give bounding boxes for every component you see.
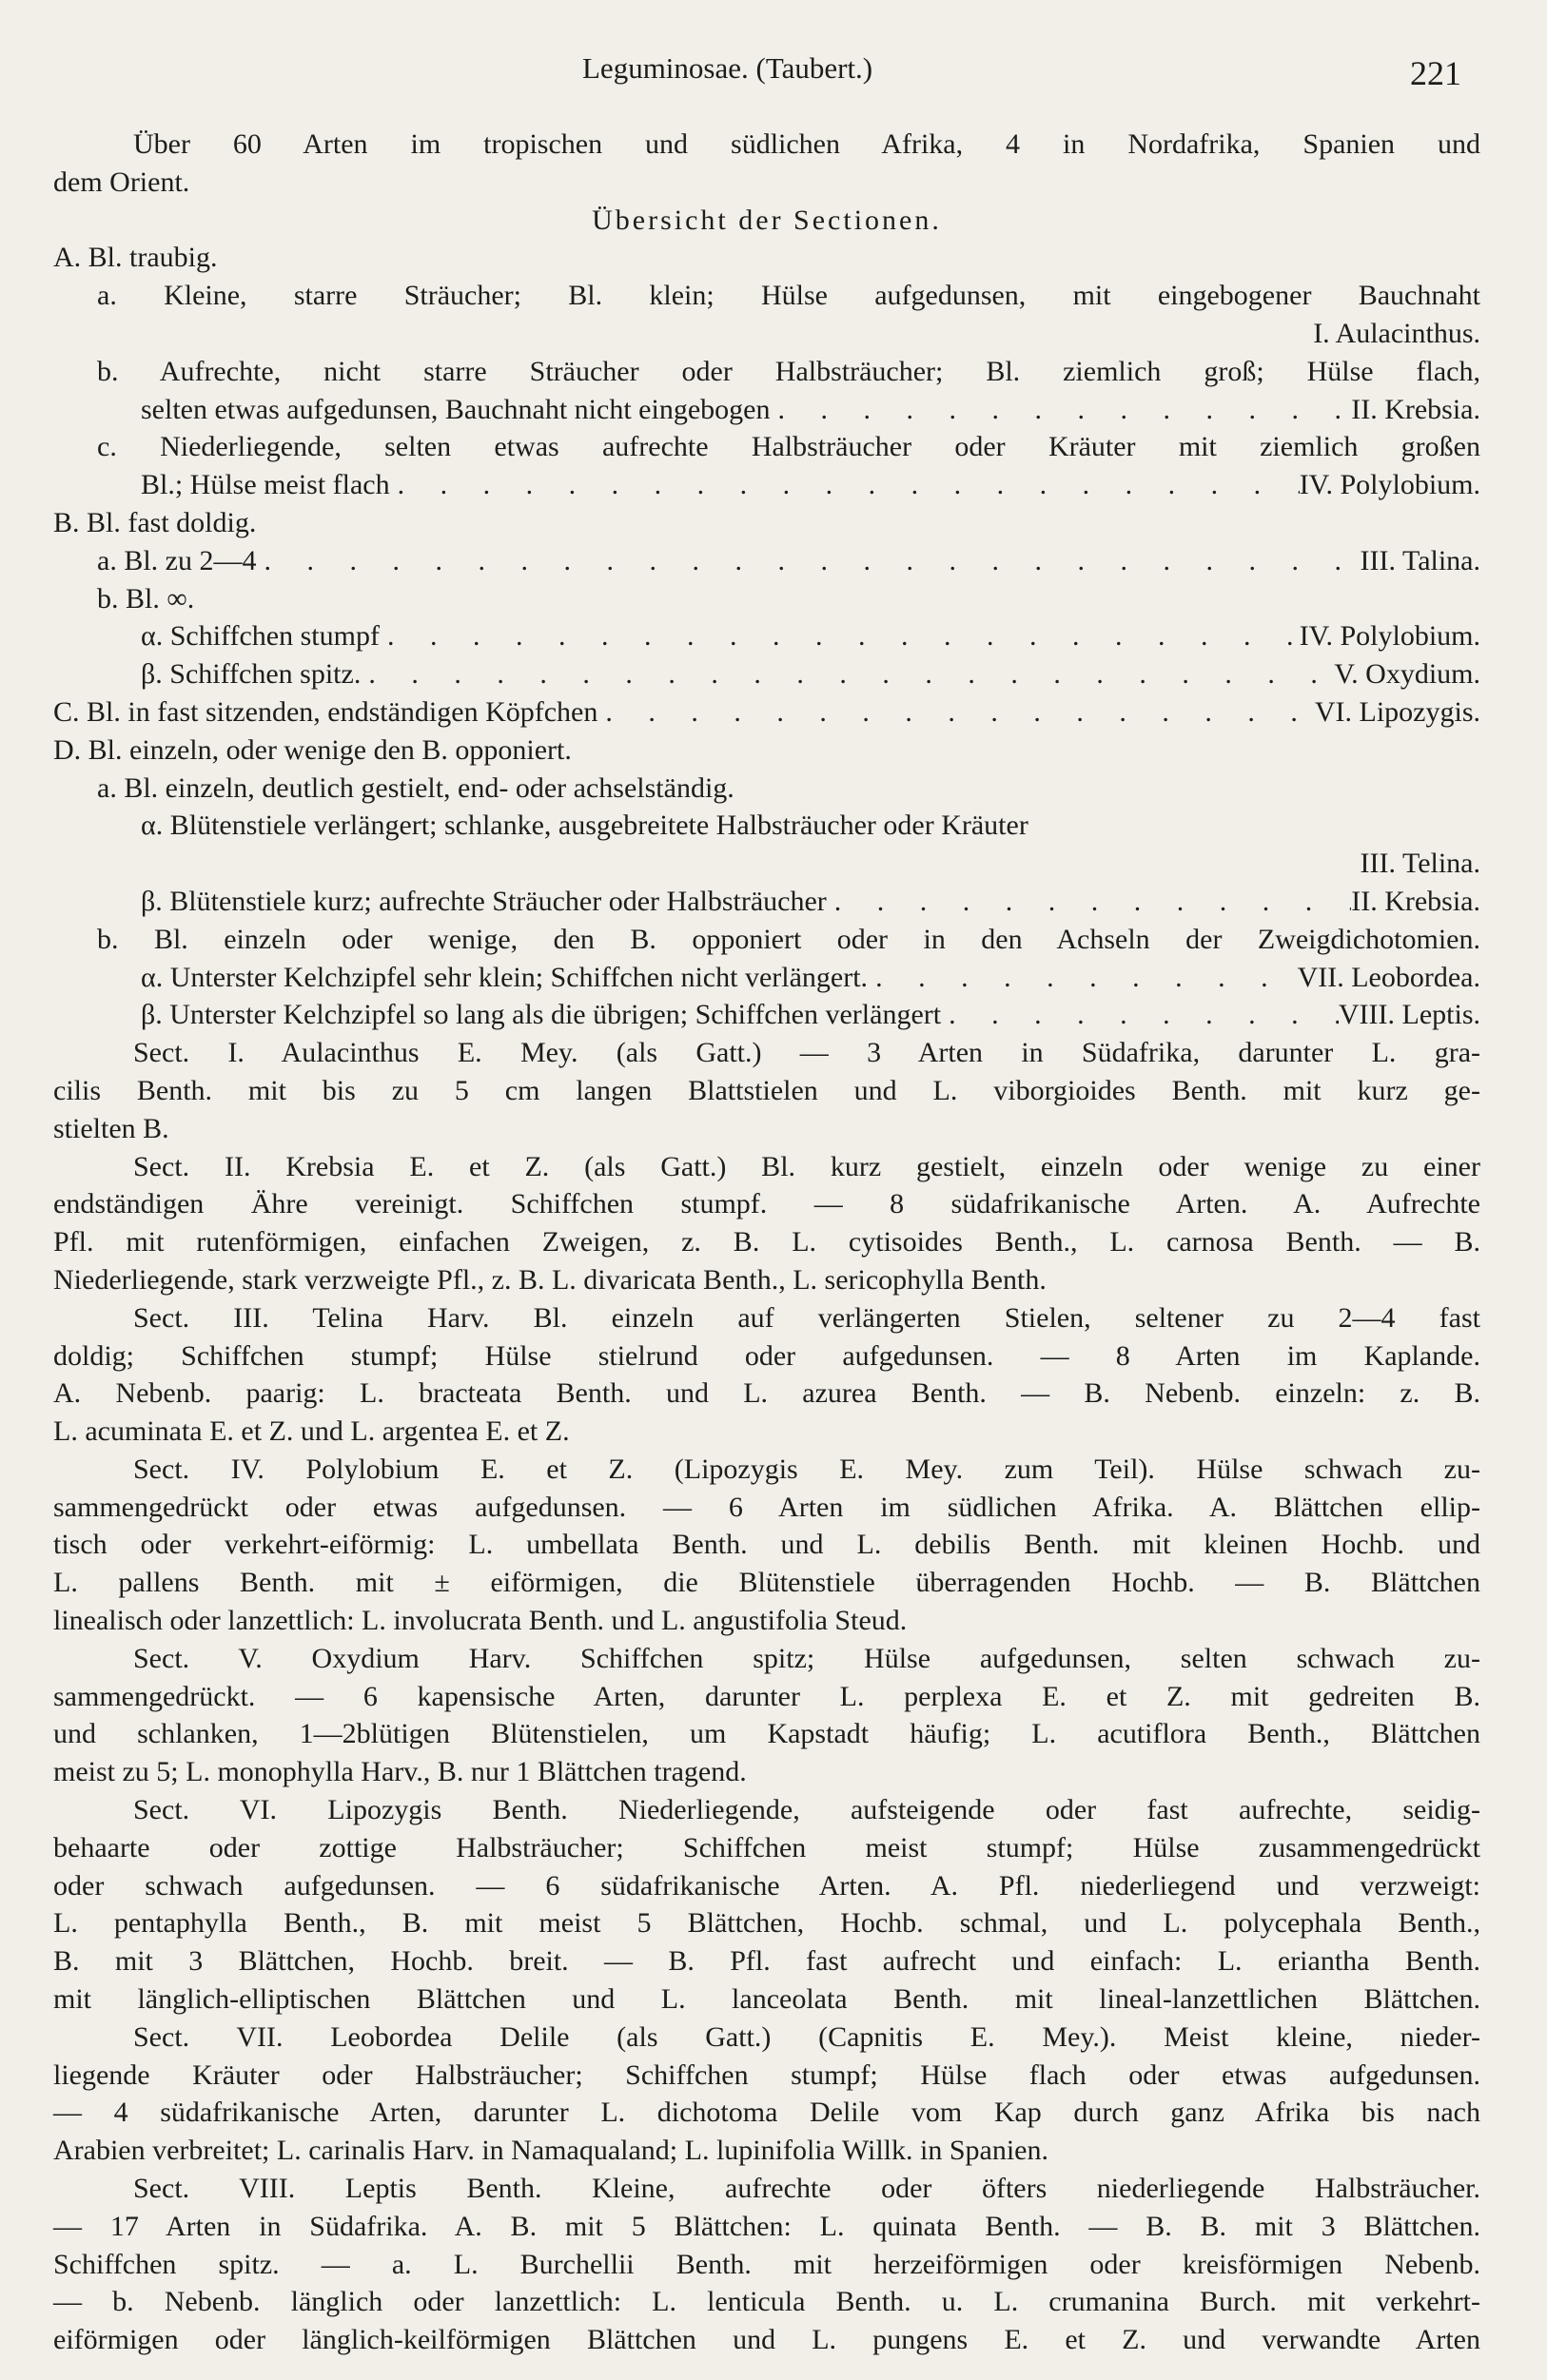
dot-leader <box>361 655 1334 693</box>
text-line: Sect. II. Krebsia E. et Z. (als Gatt.) Bl. kurz gestielt, einzeln oder wenige zu einer <box>133 1150 1480 1182</box>
dot-leader <box>390 466 1300 504</box>
key-text: β. Schiffchen spitz. <box>141 658 362 691</box>
text-line: Pfl. mit rutenförmigen, einfachen Zweigen, z. B. L. cytisoides Benth., L. carnosa Benth. — B. <box>53 1226 1480 1258</box>
key-text: β. Blütenstiele kurz; aufrechte Sträucher oder Halbsträucher <box>141 885 827 917</box>
key-target: VI. Lipozygis. <box>1314 695 1480 728</box>
text-line: endständigen Ähre vereinigt. Schiffchen stumpf. — 8 südafrikanische Arten. A. Aufrechte <box>53 1188 1480 1220</box>
key-target: III. Talina. <box>1360 544 1480 576</box>
text-line: c. Niederliegende, selten etwas aufrechte Halbsträucher oder Kräuter mit ziemlich großen <box>97 431 1480 463</box>
text-line: Über 60 Arten im tropischen und südlichen Afrika, 4 in Nordafrika, Spanien und <box>133 128 1480 160</box>
text-line: Sect. I. Aulacinthus E. Mey. (als Gatt.) — 3 Arten in Südafrika, darunter L. gra- <box>133 1037 1480 1069</box>
text-line: a. Bl. einzeln, deutlich gestielt, end- oder achselständig. <box>97 771 734 804</box>
dot-leader <box>827 883 1351 921</box>
text-line: b. Bl. ∞. <box>97 582 195 615</box>
dot-leader <box>256 542 1360 580</box>
key-text: α. Unterster Kelchzipfel sehr klein; Schiffchen nicht verlängert. <box>141 961 869 993</box>
text-line <box>53 617 1480 655</box>
text-line: und schlanken, 1—2blütigen Blütenstielen, um Kapstadt häufig; L. acutiflora Benth., Blättchen <box>53 1718 1480 1750</box>
text-line: liegende Kräuter oder Halbsträucher; Schiffchen stumpf; Hülse flach oder etwas aufgedunsen. <box>53 2058 1480 2091</box>
text-line <box>53 693 1480 732</box>
text-line: — 17 Arten in Südafrika. A. B. mit 5 Blättchen: L. quinata Benth. — B. B. mit 3 Blättchen. <box>53 2210 1480 2242</box>
text-line: sammengedrückt. — 6 kapensische Arten, darunter L. perplexa E. et Z. mit gedreiten B. <box>53 1680 1480 1712</box>
key-target: II. Krebsia. <box>1351 393 1480 425</box>
text-line: Übersicht der Sectionen. <box>592 204 942 236</box>
text-line: — 4 südafrikanische Arten, darunter L. dichotoma Delile vom Kap durch ganz Afrika bis nach <box>53 2097 1480 2129</box>
key-text: β. Unterster Kelchzipfel so lang als die übrigen; Schiffchen verlängert <box>141 999 942 1031</box>
dot-leader <box>770 391 1351 429</box>
dot-leader <box>380 617 1300 655</box>
text-line: Arabien verbreitet; L. carinalis Harv. in Namaqualand; L. lupinifolia Willk. in Spanien. <box>53 2135 1048 2167</box>
text-line: doldig; Schiffchen stumpf; Hülse stielrund oder aufgedunsen. — 8 Arten im Kaplande. <box>53 1339 1480 1372</box>
text-line: B. Bl. fast doldig. <box>53 506 257 538</box>
text-line <box>53 542 1480 580</box>
text-line: behaarte oder zottige Halbsträucher; Schiffchen meist stumpf; Hülse zusammengedrückt <box>53 1831 1480 1863</box>
text-line <box>53 391 1480 429</box>
text-line: III. Telina. <box>1360 848 1480 880</box>
text-line: Sect. VIII. Leptis Benth. Kleine, aufrechte oder öfters niederliegende Halbsträucher. <box>133 2173 1480 2205</box>
text-line: L. acuminata E. et Z. und L. argentea E. et Z. <box>53 1415 570 1448</box>
dot-leader <box>941 996 1339 1034</box>
text-line <box>53 466 1480 504</box>
text-line: b. Aufrechte, nicht starre Sträucher oder Halbsträucher; Bl. ziemlich groß; Hülse flach, <box>97 355 1480 387</box>
text-line: sammengedrückt oder etwas aufgedunsen. — 6 Arten im südlichen Afrika. A. Blättchen ellip- <box>53 1491 1480 1523</box>
text-line: Sect. III. Telina Harv. Bl. einzeln auf verlängerten Stielen, seltener zu 2—4 fast <box>133 1301 1480 1334</box>
text-line: A. Bl. traubig. <box>53 242 218 274</box>
dot-leader <box>597 693 1314 732</box>
key-text: a. Bl. zu 2—4 <box>97 544 257 576</box>
text-line <box>53 883 1480 921</box>
key-text: selten etwas aufgedunsen, Bauchnaht nicht eingebogen <box>141 393 771 425</box>
running-title: Leguminosae. (Taubert.) <box>582 51 873 85</box>
text-line: L. pentaphylla Benth., B. mit meist 5 Blättchen, Hochb. schmal, und L. polycephala Benth., <box>53 1907 1480 1940</box>
dot-leader <box>868 959 1298 997</box>
text-line: stielten B. <box>53 1112 169 1144</box>
text-line: tisch oder verkehrt-eiförmig: L. umbellata Benth. und L. debilis Benth. mit kleinen Hochb. und <box>53 1529 1480 1561</box>
key-target: VII. Leobordea. <box>1297 961 1480 993</box>
text-line <box>53 959 1480 997</box>
text-line: Niederliegende, stark verzweigte Pfl., z. B. L. divaricata Benth., L. sericophylla Benth. <box>53 1263 1047 1296</box>
text-line: B. mit 3 Blättchen, Hochb. breit. — B. Pfl. fast aufrecht und einfach: L. eriantha Benth. <box>53 1945 1480 1978</box>
text-line: Sect. V. Oxydium Harv. Schiffchen spitz; Hülse aufgedunsen, selten schwach zu- <box>133 1642 1480 1674</box>
text-line: L. pallens Benth. mit ± eiförmigen, die Blütenstiele überragenden Hochb. — B. Blättchen <box>53 1567 1480 1599</box>
text-line: mit länglich-elliptischen Blättchen und L. lanceolata Benth. mit lineal-lanzettlichen Blättchen. <box>53 1983 1480 2016</box>
text-line <box>53 655 1480 693</box>
text-line: oder schwach aufgedunsen. — 6 südafrikanische Arten. A. Pfl. niederliegend und verzweigt: <box>53 1869 1480 1902</box>
text-line: I. Aulacinthus. <box>1313 317 1480 349</box>
key-target: IV. Polylobium. <box>1299 620 1480 653</box>
text-line: linealisch oder lanzettlich: L. involucrata Benth. und L. angustifolia Steud. <box>53 1605 908 1637</box>
text-line: cilis Benth. mit bis zu 5 cm langen Blattstielen und L. viborgioides Benth. mit kurz ge- <box>53 1074 1480 1106</box>
key-text: α. Schiffchen stumpf <box>141 620 380 653</box>
key-target: IV. Polylobium. <box>1299 469 1480 501</box>
text-line: Sect. IV. Polylobium E. et Z. (Lipozygis E. Mey. zum Teil). Hülse schwach zu- <box>133 1453 1480 1485</box>
text-line: A. Nebenb. paarig: L. bracteata Benth. und L. azurea Benth. — B. Nebenb. einzeln: z. B. <box>53 1377 1480 1410</box>
text-line: D. Bl. einzeln, oder wenige den B. opponiert. <box>53 733 572 766</box>
text-line: — b. Nebenb. länglich oder lanzettlich: L. lenticula Benth. u. L. crumanina Burch. mit verkehrt- <box>53 2286 1480 2318</box>
text-line: Schiffchen spitz. — a. L. Burchellii Benth. mit herzeiförmigen oder kreisförmigen Nebenb. <box>53 2248 1480 2280</box>
text-line: dem Orient. <box>53 166 190 198</box>
page-header <box>0 48 1547 105</box>
document-body <box>53 126 1480 2359</box>
text-line: Sect. VI. Lipozygis Benth. Niederliegende, aufsteigende oder fast aufrechte, seidig- <box>133 1794 1480 1826</box>
text-line: α. Blütenstiele verlängert; schlanke, ausgebreitete Halbsträucher oder Kräuter <box>141 810 1028 842</box>
text-line: eiförmigen oder länglich-keilförmigen Blättchen und L. pungens E. et Z. und verwandte Arten <box>53 2324 1480 2356</box>
key-target: V. Oxydium. <box>1334 658 1480 691</box>
key-text: Bl.; Hülse meist flach <box>141 469 390 501</box>
text-line <box>53 996 1480 1034</box>
key-text: C. Bl. in fast sitzenden, endständigen Köpfchen <box>53 695 598 728</box>
key-target: VIII. Leptis. <box>1338 999 1480 1031</box>
text-line: b. Bl. einzeln oder wenige, den B. opponiert oder in den Achseln der Zweigdichotomien. <box>97 923 1480 955</box>
text-line: meist zu 5; L. monophylla Harv., B. nur 1 Blättchen tragend. <box>53 1756 747 1788</box>
text-line: Sect. VII. Leobordea Delile (als Gatt.) (Capnitis E. Mey.). Meist kleine, nieder- <box>133 2020 1480 2053</box>
page-number: 221 <box>1410 54 1461 92</box>
key-target: II. Krebsia. <box>1351 885 1480 917</box>
text-line: a. Kleine, starre Sträucher; Bl. klein; Hülse aufgedunsen, mit eingebogener Bauchnaht <box>97 280 1480 312</box>
